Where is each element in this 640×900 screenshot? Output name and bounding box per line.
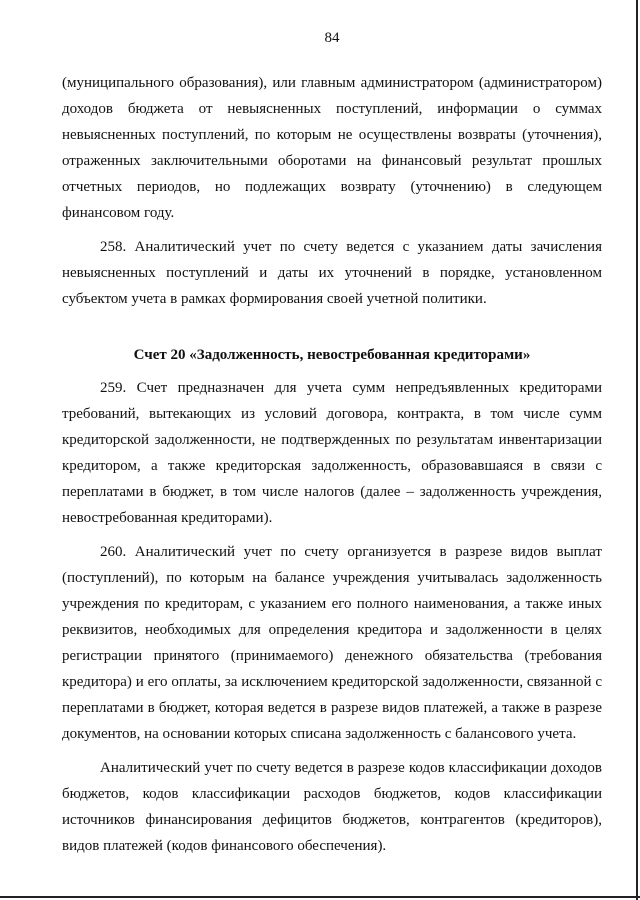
paragraph-continuation: (муниципального образования), или главным администратором (администратором) доходов бюджета от невыясненных поступлений, информации о суммах невыясненных поступлений, по которым не осуществлены возвраты (уточнения), отраженных заключительными оборотами на финансовый результат прошлых отчетных периодов, но подлежащих возврату (уточнению) в следующем финансовом году. xyxy=(62,75,602,221)
scan-edge-right xyxy=(636,0,638,900)
document-body xyxy=(62,70,602,859)
paragraph-258: 258. Аналитический учет по счету ведется с указанием даты зачисления невыясненных поступлений и даты их уточнений в порядке, установленном субъектом учета в рамках формирования своей учетной политики. xyxy=(62,239,602,307)
paragraph-analytics: Аналитический учет по счету ведется в разрезе кодов классификации доходов бюджетов, кодов классификации расходов бюджетов, кодов классификации источников финансирования дефицитов бюджетов, контрагентов (кредиторов), видов платежей (кодов финансового обеспечения). xyxy=(62,760,602,854)
scan-edge-bottom xyxy=(0,896,640,898)
paragraph-259: 259. Счет предназначен для учета сумм непредъявленных кредиторами требований, вытекающих из условий договора, контракта, в том числе сумм кредиторской задолженности, не подтвержденных по результатам инвентаризации кредитором, а также кредиторская задолженность, образовавшаяся в связи с переплатами в бюджет, в том числе налогов (далее – задолженность учреждения, невостребованная кредиторами). xyxy=(62,380,602,526)
page-number: 84 xyxy=(324,30,340,46)
paragraph-260: 260. Аналитический учет по счету организуется в разрезе видов выплат (поступлений), по которым на балансе учреждения учитывалась задолженность учреждения по кредиторам, с указанием его полного наименования, а также иных реквизитов, необходимых для определения кредитора и задолженности в целях регистрации принятого (принимаемого) денежного обязательства (требования кредитора) и его оплаты, за исключением кредиторской задолженности, связанной с переплатами в бюджет, которая ведется в разрезе видов платежей, а также в разрезе документов, на основании которых списана задолженность с балансового учета. xyxy=(62,544,602,742)
section-heading: Счет 20 «Задолженность, невостребованная кредиторами» xyxy=(133,347,531,363)
